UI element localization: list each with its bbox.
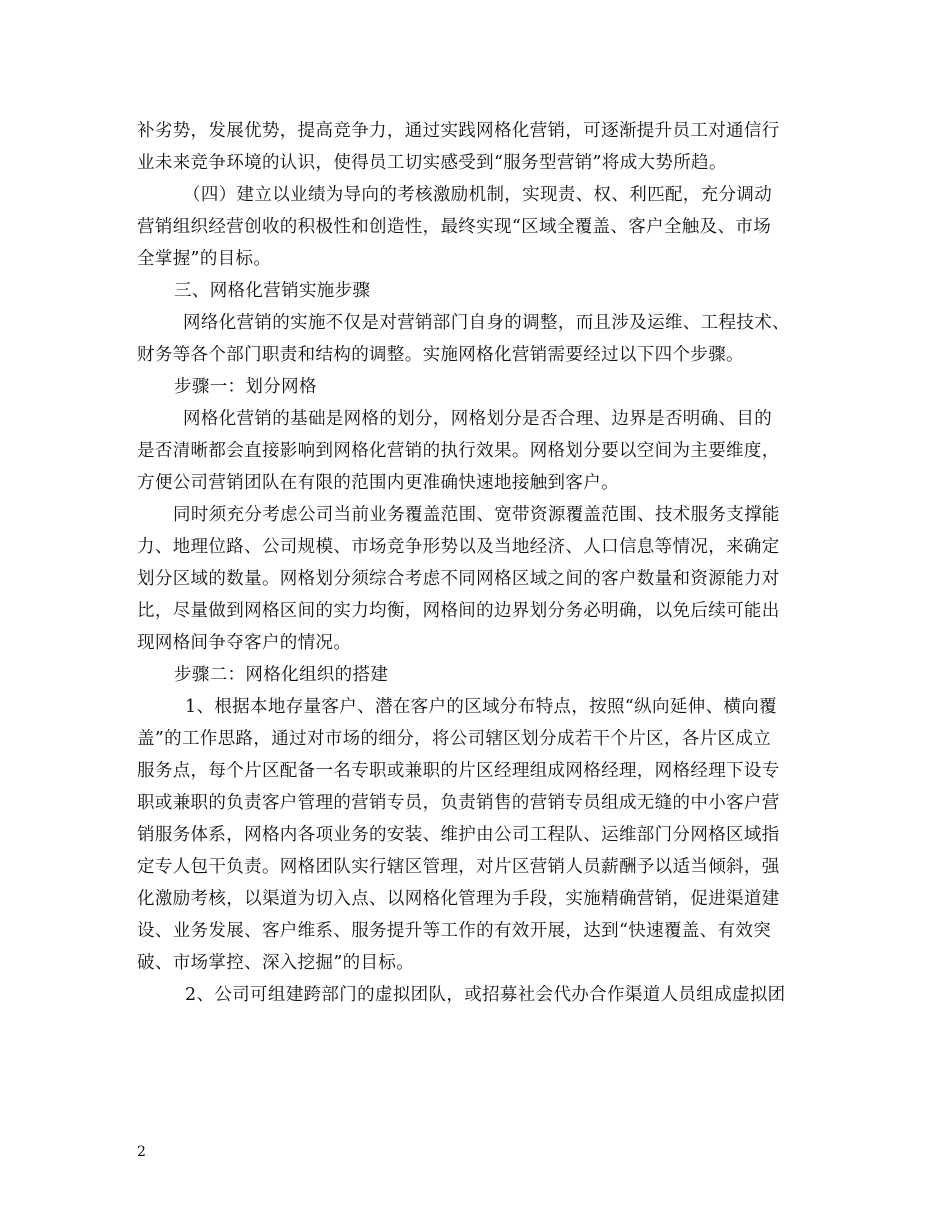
text-line: 销服务体系，网格内各项业务的安装、维护由公司工程队、运维部门分网格区域指 [137,825,780,845]
text-line: 划分区域的数量。网格划分须综合考虑不同网格区域之间的客户数量和资源能力对 [137,569,780,589]
text-line: 1、根据本地存量客户、潜在客户的区域分布特点，按照“纵向延伸、横向覆 [185,697,777,717]
text-line: 盖”的工作思路，通过对市场的细分，将公司辖区划分成若干个片区，各片区成立 [137,729,772,749]
text-line: 2、公司可组建跨部门的虚拟团队，或招募社会代办合作渠道人员组成虚拟团 [185,985,786,1005]
text-line: 同时须充分考虑公司当前业务覆盖范围、宽带资源覆盖范围、技术服务支撑能 [173,505,780,525]
text-line: 化激励考核，以渠道为切入点、以网格化管理为手段，实施精确营销，促进渠道建 [137,889,780,909]
body-text [137,115,827,1011]
text-line: 是否清晰都会直接影响到网格化营销的执行效果。网格划分要以空间为主要维度， [137,441,780,461]
text-line: 定专人包干负责。网格团队实行辖区管理，对片区营销人员薪酬予以适当倾斜，强 [137,857,780,877]
text-line: 全掌握”的目标。 [137,249,272,269]
text-line: （四）建立以业绩为导向的考核激励机制，实现责、权、利匹配，充分调动 [183,185,773,205]
text-line: 服务点，每个片区配备一名专职或兼职的片区经理组成网格经理，网格经理下设专 [137,761,780,781]
text-line: 财务等各个部门职责和结构的调整。实施网格化营销需要经过以下四个步骤。 [137,345,744,365]
text-line: 业未来竞争环境的认识，使得员工切实感受到“服务型营销”将成大势所趋。 [137,153,727,173]
text-line: 比，尽量做到网格区间的实力均衡，网格间的边界划分务必明确，以免后续可能出 [137,601,780,621]
text-line: 网格化营销的基础是网格的划分，网格划分是否合理、边界是否明确、目的 [183,409,773,429]
text-line: 破、市场掌控、深入挖掘”的目标。 [137,953,415,973]
text-line: 力、地理位路、公司规模、市场竞争形势以及当地经济、人口信息等情况，来确定 [137,537,780,557]
page-number: 2 [137,1144,146,1160]
text-line: 方便公司营销团队在有限的范围内更准确快速地接触到客户。 [137,473,619,493]
text-line: 设、业务发展、客户维系、服务提升等工作的有效开展，达到“快速覆盖、有效突 [137,921,772,941]
text-line: 现网格间争夺客户的情况。 [137,633,352,653]
text-line: 步骤一：划分网格 [174,377,317,397]
text-line: 步骤二：网格化组织的搭建 [174,665,389,685]
text-line: 职或兼职的负责客户管理的营销专员，负责销售的营销专员组成无缝的中小客户营 [137,793,780,813]
text-line: 网络化营销的实施不仅是对营销部门自身的调整，而且涉及运维、工程技术、 [183,313,790,333]
text-line: 补劣势，发展优势，提高竞争力，通过实践网格化营销，可逐渐提升员工对通信行 [137,121,780,141]
text-line: 营销组织经营创收的积极性和创造性，最终实现“区域全覆盖、客户全触及、市场 [137,217,772,237]
text-line: 三、网格化营销实施步骤 [174,281,371,301]
